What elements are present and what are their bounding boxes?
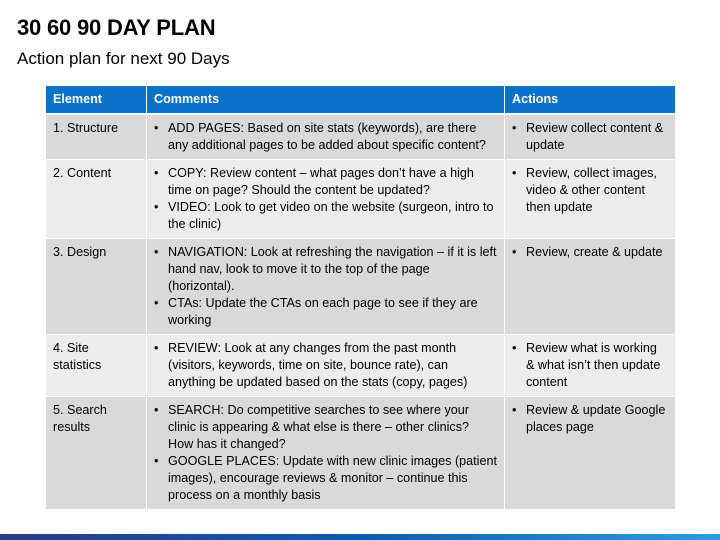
actions-cell <box>505 335 676 397</box>
comment-item: • SEARCH: Do competitive searches to see where your clinic is appearing & what else is there – other clinics? How has it changed? <box>154 402 497 453</box>
actions-cell <box>505 114 676 160</box>
table-row <box>46 160 676 239</box>
table-row <box>46 114 676 160</box>
comment-item: • VIDEO: Look to get video on the website (surgeon, intro to the clinic) <box>154 199 497 233</box>
page-title: 30 60 90 DAY PLAN <box>17 15 216 40</box>
element-cell: 2. Content <box>46 160 147 239</box>
action-item: • Review & update Google places page <box>512 402 668 436</box>
element-cell: 5. Search results <box>46 397 147 510</box>
comment-item: • GOOGLE PLACES: Update with new clinic images (patient images), encourage reviews & monitor – continue this process on a monthly basis <box>154 453 497 504</box>
page-subtitle: Action plan for next 90 Days <box>17 49 230 68</box>
comment-item: • COPY: Review content – what pages don’t have a high time on page? Should the content be updated? <box>154 165 497 199</box>
action-item: • Review collect content & update <box>512 120 668 154</box>
comment-item: • NAVIGATION: Look at refreshing the navigation – if it is left hand nav, look to move it to the top of the page (horizontal). <box>154 244 497 295</box>
comments-cell <box>147 397 505 510</box>
comment-item: • ADD PAGES: Based on site stats (keywords), are there any additional pages to be added about specific content? <box>154 120 497 154</box>
comments-cell <box>147 239 505 335</box>
column-header-actions: Actions <box>505 86 676 114</box>
action-item: • Review, collect images, video & other content then update <box>512 165 668 216</box>
action-item: • Review, create & update <box>512 244 668 261</box>
table-row <box>46 397 676 510</box>
actions-cell <box>505 397 676 510</box>
footer-accent-bar <box>0 534 720 540</box>
comment-item: • CTAs: Update the CTAs on each page to see if they are working <box>154 295 497 329</box>
table-row <box>46 239 676 335</box>
comment-item: • REVIEW: Look at any changes from the past month (visitors, keywords, time on site, bounce rate), can anything be updated based on the stats (copy, pages) <box>154 340 497 391</box>
comments-cell <box>147 160 505 239</box>
element-cell: 4. Site statistics <box>46 335 147 397</box>
action-item: • Review what is working & what isn’t then update content <box>512 340 668 391</box>
plan-table <box>45 86 676 510</box>
comments-cell <box>147 114 505 160</box>
table-row <box>46 335 676 397</box>
table-header-row <box>46 86 676 114</box>
comments-cell <box>147 335 505 397</box>
actions-cell <box>505 160 676 239</box>
column-header-comments: Comments <box>147 86 505 114</box>
element-cell: 3. Design <box>46 239 147 335</box>
column-header-element: Element <box>46 86 147 114</box>
actions-cell <box>505 239 676 335</box>
element-cell: 1. Structure <box>46 114 147 160</box>
